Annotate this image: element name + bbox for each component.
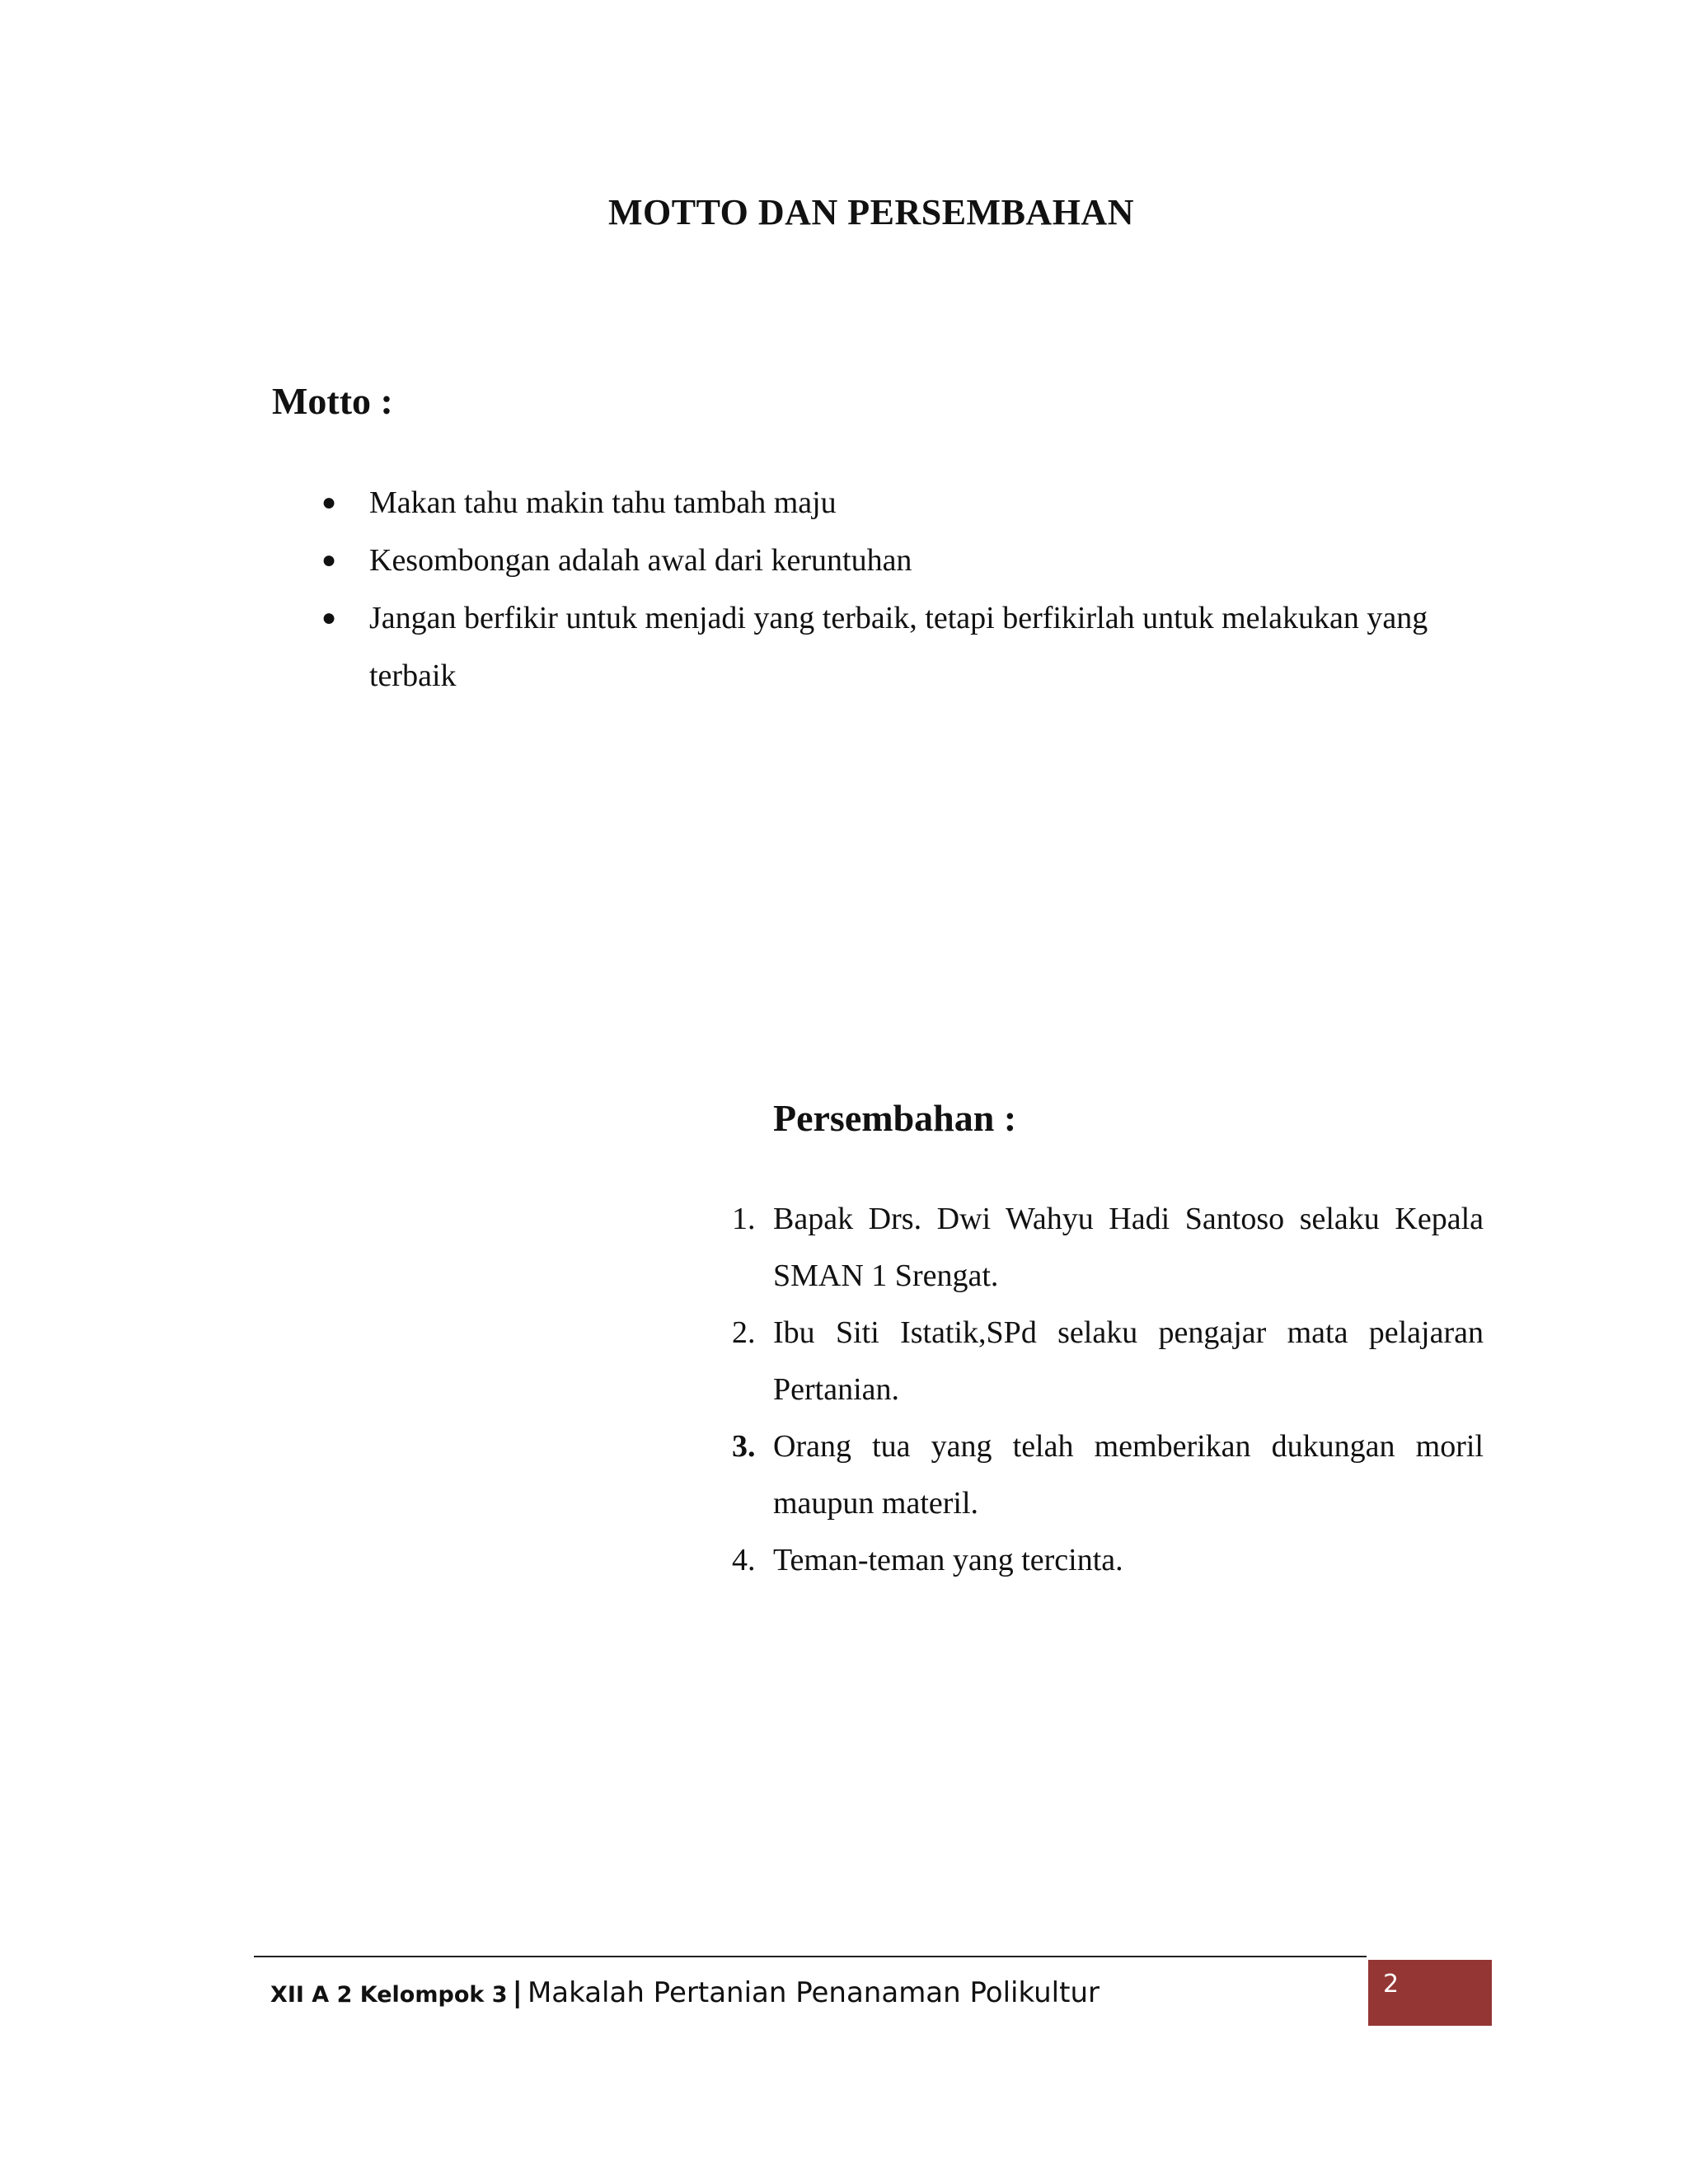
item-number: 3.	[732, 1429, 756, 1464]
footer	[270, 1976, 1100, 2009]
motto-item-text: Jangan berfikir untuk menjadi yang terbaik, tetapi berfikirlah untuk melakukan yang terbaik	[369, 601, 1428, 693]
motto-list	[321, 474, 1492, 705]
footer-document-title: Makalah Pertanian Penanaman Polikultur	[527, 1976, 1100, 2009]
bullet-icon: ●	[321, 489, 337, 516]
list-item	[725, 1191, 1484, 1305]
page-number-badge	[1368, 1960, 1492, 2026]
motto-item-text: Makan tahu makin tahu tambah maju	[369, 485, 837, 520]
persembahan-item-text: Bapak Drs. Dwi Wahyu Hadi Santoso selaku Kepala SMAN 1 Srengat.	[773, 1202, 1484, 1293]
list-item	[725, 1305, 1484, 1418]
bullet-icon: ●	[321, 604, 337, 631]
persembahan-item-text: Teman-teman yang tercinta.	[773, 1543, 1123, 1577]
persembahan-item-text: Orang tua yang telah memberikan dukungan moril maupun materil.	[773, 1429, 1484, 1521]
persembahan-list	[725, 1191, 1484, 1589]
list-item	[321, 532, 1492, 589]
item-number: 2.	[732, 1315, 756, 1350]
list-item	[321, 589, 1492, 705]
motto-item-text: Kesombongan adalah awal dari keruntuhan	[369, 543, 912, 578]
footer-separator: |	[512, 1976, 523, 2009]
persembahan-heading: Persembahan :	[773, 1097, 1017, 1139]
persembahan-item-text: Ibu Siti Istatik,SPd selaku pengajar mata pelajaran Pertanian.	[773, 1315, 1484, 1407]
list-item	[725, 1418, 1484, 1532]
list-item	[725, 1532, 1484, 1589]
footer-divider	[254, 1956, 1367, 1957]
footer-group-label: XII A 2 Kelompok 3	[270, 1982, 508, 2008]
item-number: 1.	[732, 1202, 756, 1236]
bullet-icon: ●	[321, 546, 337, 574]
list-item	[321, 474, 1492, 532]
page-title: MOTTO DAN PERSEMBAHAN	[608, 192, 1134, 232]
item-number: 4.	[732, 1543, 756, 1577]
motto-heading: Motto :	[272, 380, 393, 422]
page-number: 2	[1383, 1970, 1400, 1999]
